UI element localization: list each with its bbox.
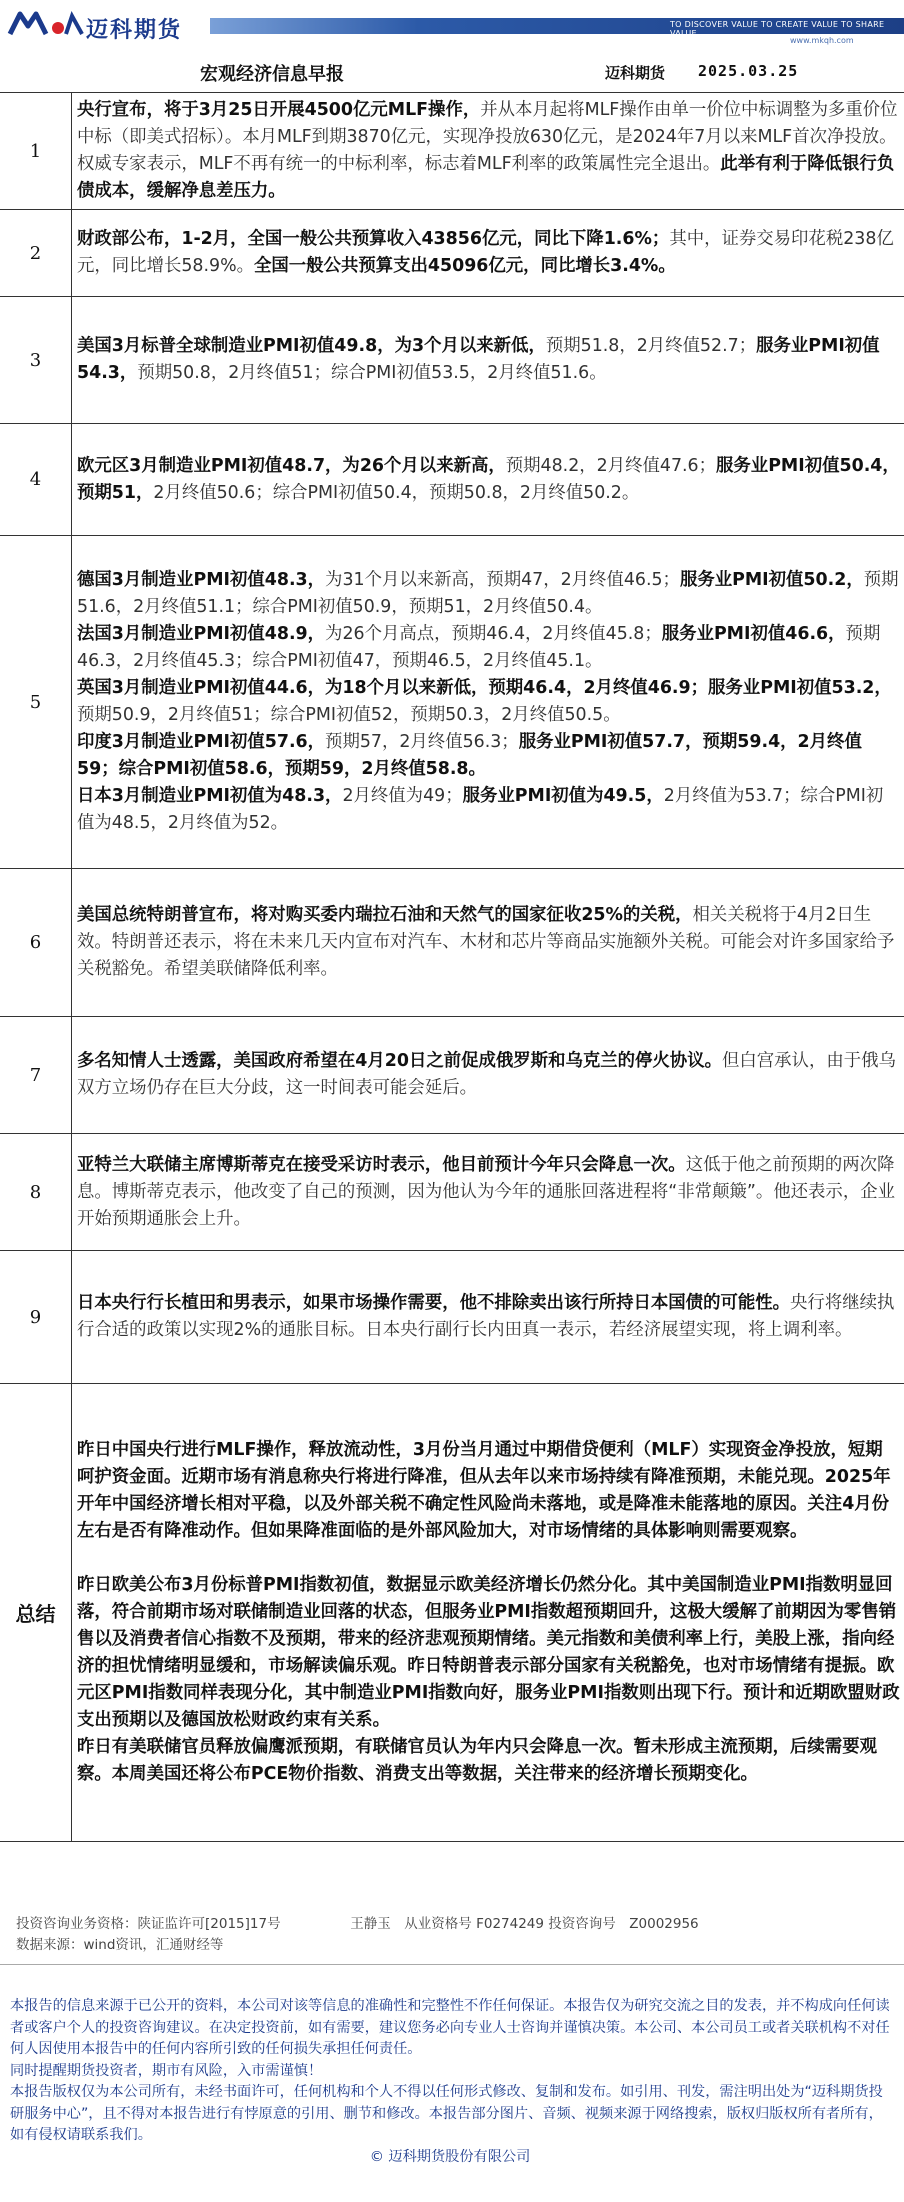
news-paragraph	[77, 567, 900, 621]
news-row	[0, 869, 904, 1017]
maike-logo-icon	[6, 8, 86, 42]
data-source: 数据来源：wind资讯，汇通财经等	[16, 1937, 224, 1953]
row-content	[72, 93, 904, 209]
body-text: 央行将继续执行合适的政策以实现2%的通胀目标。日本央行副行长内田真一表示，若经济展望实现，将上调利率。	[77, 1293, 895, 1340]
highlight-text: 全国一般公共预算支出45096亿元，同比增长3.4%。	[253, 256, 676, 276]
news-paragraph	[77, 675, 900, 729]
highlight-text: 服务业PMI初值46.6，	[661, 624, 846, 644]
license-info: 投资咨询业务资格：陕证监许可[2015]17号	[16, 1916, 281, 1932]
highlight-text: 英国3月制造业PMI初值44.6，为18个月以来新低，预期46.4，2月终值46.9；服务业PMI初值53.2，	[77, 678, 892, 698]
highlight-text: 欧元区3月制造业PMI初值48.7，为26个月以来新高，	[77, 455, 506, 476]
highlight-text: 美国3月标普全球制造业PMI初值49.8，为3个月以来新低，	[77, 336, 546, 356]
row-number: 2	[0, 210, 72, 296]
highlight-text: 法国3月制造业PMI初值48.9，	[77, 624, 326, 644]
highlight-text: 印度3月制造业PMI初值57.6，	[77, 732, 326, 752]
news-table	[0, 92, 904, 1842]
news-row	[0, 93, 904, 210]
disclaimer	[10, 1996, 890, 2168]
highlight-text: 昨日中国央行进行MLF操作，释放流动性，3月份当月通过中期借贷便利（MLF）实现资金净投放，短期呵护资金面。近期市场有消息称央行将进行降准，但从去年以来市场持续有降准预期，未能兑现。2025年开年中国经济增长相对平稳，以及外部关税不确定性风险尚未落地，或是降准未能落地的原因。关注4月份左右是否有降准动作。但如果降准面临的是外部风险加大，对市场情绪的具体影响则需要观察。	[77, 1440, 891, 1541]
row-number: 1	[0, 93, 72, 209]
news-paragraph	[77, 1572, 900, 1734]
news-paragraph	[77, 783, 900, 837]
news-paragraph	[77, 1048, 900, 1102]
report-company: 迈科期货	[605, 64, 666, 82]
news-paragraph	[77, 1734, 900, 1788]
news-paragraph	[77, 621, 900, 675]
row-content	[72, 210, 904, 296]
row-number: 7	[0, 1017, 72, 1133]
body-text: 预期50.9，2月终值51；综合PMI初值52，预期50.3，2月终值50.5。	[77, 705, 621, 725]
report-header	[0, 52, 904, 92]
row-content	[72, 1251, 904, 1383]
highlight-text: 日本央行行长植田和男表示，如果市场操作需要，他不排除卖出该行所持日本国债的可能性。	[77, 1293, 791, 1313]
body-text: 2月终值50.6；综合PMI初值50.4，预期50.8，2月终值50.2。	[153, 482, 640, 503]
news-row	[0, 424, 904, 536]
disclaimer-paragraph: 本报告的信息来源于已公开的资料，本公司对该等信息的准确性和完整性不作任何保证。本报告仅为研究交流之目的发表，并不构成向任何读者或客户个人的投资咨询建议。在决定投资前，如有需要，建议您务必向专业人士咨询并谨慎决策。本公司、本公司员工或者关联机构不对任何人因使用本报告中的任何内容所引致的任何损失承担任何责任。	[10, 1998, 890, 2057]
news-paragraph	[77, 729, 900, 783]
highlight-text: 此举有利于降低银行负债成本，缓解净息差压力。	[77, 154, 895, 201]
news-paragraph	[77, 333, 900, 387]
highlight-text: 多名知情人士透露，美国政府希望在4月20日之前促成俄罗斯和乌克兰的停火协议。	[77, 1051, 722, 1071]
disclaimer-paragraph: 本报告版权仅为本公司所有，未经书面许可，任何机构和个人不得以任何形式修改、复制和发布。如引用、刊发，需注明出处为“迈科期货投研服务中心”，且不得对本报告进行有悖原意的引用、删节和修改。本报告部分图片、音频、视频来源于网络搜索，版权归版权所有者所有，如有侵权请联系我们。	[10, 2084, 883, 2143]
news-paragraph	[77, 453, 900, 507]
news-row	[0, 210, 904, 297]
news-paragraph	[77, 902, 900, 983]
body-text: 为31个月以来新高，预期47，2月终值46.5；	[325, 570, 680, 590]
body-text: 这低于他之前预期的两次降息。博斯蒂克表示，他改变了自己的预测，因为他认为今年的通胀回落进程将“非常颠簸”。他还表示，企业开始预期通胀会上升。	[77, 1154, 895, 1229]
highlight-text: 亚特兰大联储主席博斯蒂克在接受采访时表示，他目前预计今年只会降息一次。	[77, 1154, 686, 1175]
row-content	[72, 1134, 904, 1250]
row-content	[72, 1017, 904, 1133]
brand-name: 迈科期货	[86, 18, 183, 43]
highlight-text: 日本3月制造业PMI初值为48.3，	[77, 786, 343, 806]
row-number: 5	[0, 536, 72, 868]
highlight-text: 德国3月制造业PMI初值48.3，	[77, 570, 326, 590]
highlight-text: 服务业PMI初值50.4，预期51，	[77, 455, 900, 503]
highlight-text: 昨日有美联储官员释放偏鹰派预期，有联储官员认为年内只会降息一次。暂未形成主流预期，后续需要观察。本周美国还将公布PCE物价指数、消费支出等数据，关注带来的经济增长预期变化。	[77, 1737, 877, 1784]
body-text: 预期48.2，2月终值47.6；	[505, 455, 717, 476]
top-banner	[0, 0, 904, 52]
highlight-text: 服务业PMI初值54.3，	[77, 336, 880, 383]
body-text: 为26个月高点，预期46.4，2月终值45.8；	[325, 624, 662, 644]
highlight-text: 服务业PMI初值50.2，	[679, 570, 864, 590]
footer-info	[16, 1914, 699, 1956]
row-content	[72, 869, 904, 1016]
analyst-info: 王静玉 从业资格号 F0274249 投资咨询号 Z0002956	[350, 1916, 699, 1932]
brand-website: www.mkqh.com	[790, 36, 854, 45]
news-paragraph	[77, 226, 900, 280]
body-text: 其中，证券交易印花税238亿元，同比增长58.9%。	[77, 229, 894, 276]
row-number: 总结	[0, 1384, 72, 1841]
row-content	[72, 536, 904, 868]
brand-slogan: TO DISCOVER VALUE TO CREATE VALUE TO SHARE VALUE	[670, 20, 885, 38]
row-number: 9	[0, 1251, 72, 1383]
row-number: 3	[0, 297, 72, 423]
report-date: 2025.03.25	[698, 62, 799, 80]
highlight-text: 财政部公布，1-2月，全国一般公共预算收入43856亿元，同比下降1.6%；	[77, 229, 670, 249]
body-text: 2月终值为49；	[342, 786, 463, 806]
row-number: 6	[0, 869, 72, 1016]
news-row	[0, 536, 904, 869]
body-text: 2月终值为53.7；综合PMI初值为48.5，2月终值为52。	[77, 786, 884, 833]
news-row	[0, 1251, 904, 1384]
news-row	[0, 1384, 904, 1842]
footer-divider	[0, 1964, 904, 1965]
news-row	[0, 1134, 904, 1251]
body-text: 预期51.8，2月终值52.7；	[545, 336, 757, 356]
disclaimer-paragraph: 同时提醒期货投资者，期市有风险，入市需谨慎！	[10, 2062, 323, 2079]
news-paragraph	[77, 1545, 900, 1572]
copyright: © 迈科期货股份有限公司	[369, 2148, 531, 2165]
news-row	[0, 1017, 904, 1134]
row-number: 8	[0, 1134, 72, 1250]
row-number: 4	[0, 424, 72, 535]
news-paragraph	[77, 1290, 900, 1344]
news-paragraph	[77, 1437, 900, 1545]
body-text: 预期46.3，2月终值45.3；综合PMI初值47，预期46.5，2月终值45.1。	[77, 624, 881, 671]
news-row	[0, 297, 904, 424]
highlight-text: 美国总统特朗普宣布，将对购买委内瑞拉石油和天然气的国家征收25%的关税，	[77, 905, 693, 925]
highlight-text: 昨日欧美公布3月份标普PMI指数初值，数据显示欧美经济增长仍然分化。其中美国制造业PMI指数明显回落，符合前期市场对联储制造业回落的状态，但服务业PMI指数超预期回升，这极大缓解了前期因为零售销售以及消费者信心指数不及预期，带来的经济悲观预期情绪。美元指数和美债利率上行，美股上涨，指向经济的担忧情绪明显缓和，市场解读偏乐观。昨日特朗普表示部分国家有关税豁免，也对市场情绪有提振。欧元区PMI指数同样表现分化，其中制造业PMI指数向好，服务业PMI指数则出现下行。预计和近期欧盟财政支出预期以及德国放松财政约束有关系。	[77, 1575, 900, 1730]
report-title: 宏观经济信息早报	[200, 64, 344, 85]
highlight-text: 服务业PMI初值为49.5，	[462, 786, 664, 806]
row-content	[72, 297, 904, 423]
row-content	[72, 1384, 904, 1841]
news-paragraph	[77, 1152, 900, 1233]
body-text: 相关关税将于4月2日生效。特朗普还表示，将在未来几天内宣布对汽车、木材和芯片等商品实施额外关税。可能会对许多国家给予关税豁免。希望美联储降低利率。	[77, 905, 895, 979]
highlight-text: 央行宣布，将于3月25日开展4500亿元MLF操作，	[77, 100, 481, 120]
news-paragraph	[77, 97, 900, 205]
body-text: 预期57，2月终值56.3；	[325, 732, 519, 752]
body-text: 并从本月起将MLF操作由单一价位中标调整为多重价位中标（即美式招标）。本月MLF到期3870亿元，实现净投放630亿元，是2024年7月以来MLF首次净投放。权威专家表示，MLF不再有统一的中标利率，标志着MLF利率的政策属性完全退出。	[77, 100, 898, 174]
highlight-text: 服务业PMI初值57.7，预期59.4，2月终值59；综合PMI初值58.6，预期59，2月终值58.8。	[77, 732, 862, 779]
body-text: 但白宫承认，由于俄乌双方立场仍存在巨大分歧，这一时间表可能会延后。	[77, 1051, 896, 1098]
body-text: 预期50.8，2月终值51；综合PMI初值53.5，2月终值51.6。	[137, 363, 607, 383]
body-text: 预期51.6，2月终值51.1；综合PMI初值50.9，预期51，2月终值50.4。	[77, 570, 899, 617]
row-content	[72, 424, 904, 535]
